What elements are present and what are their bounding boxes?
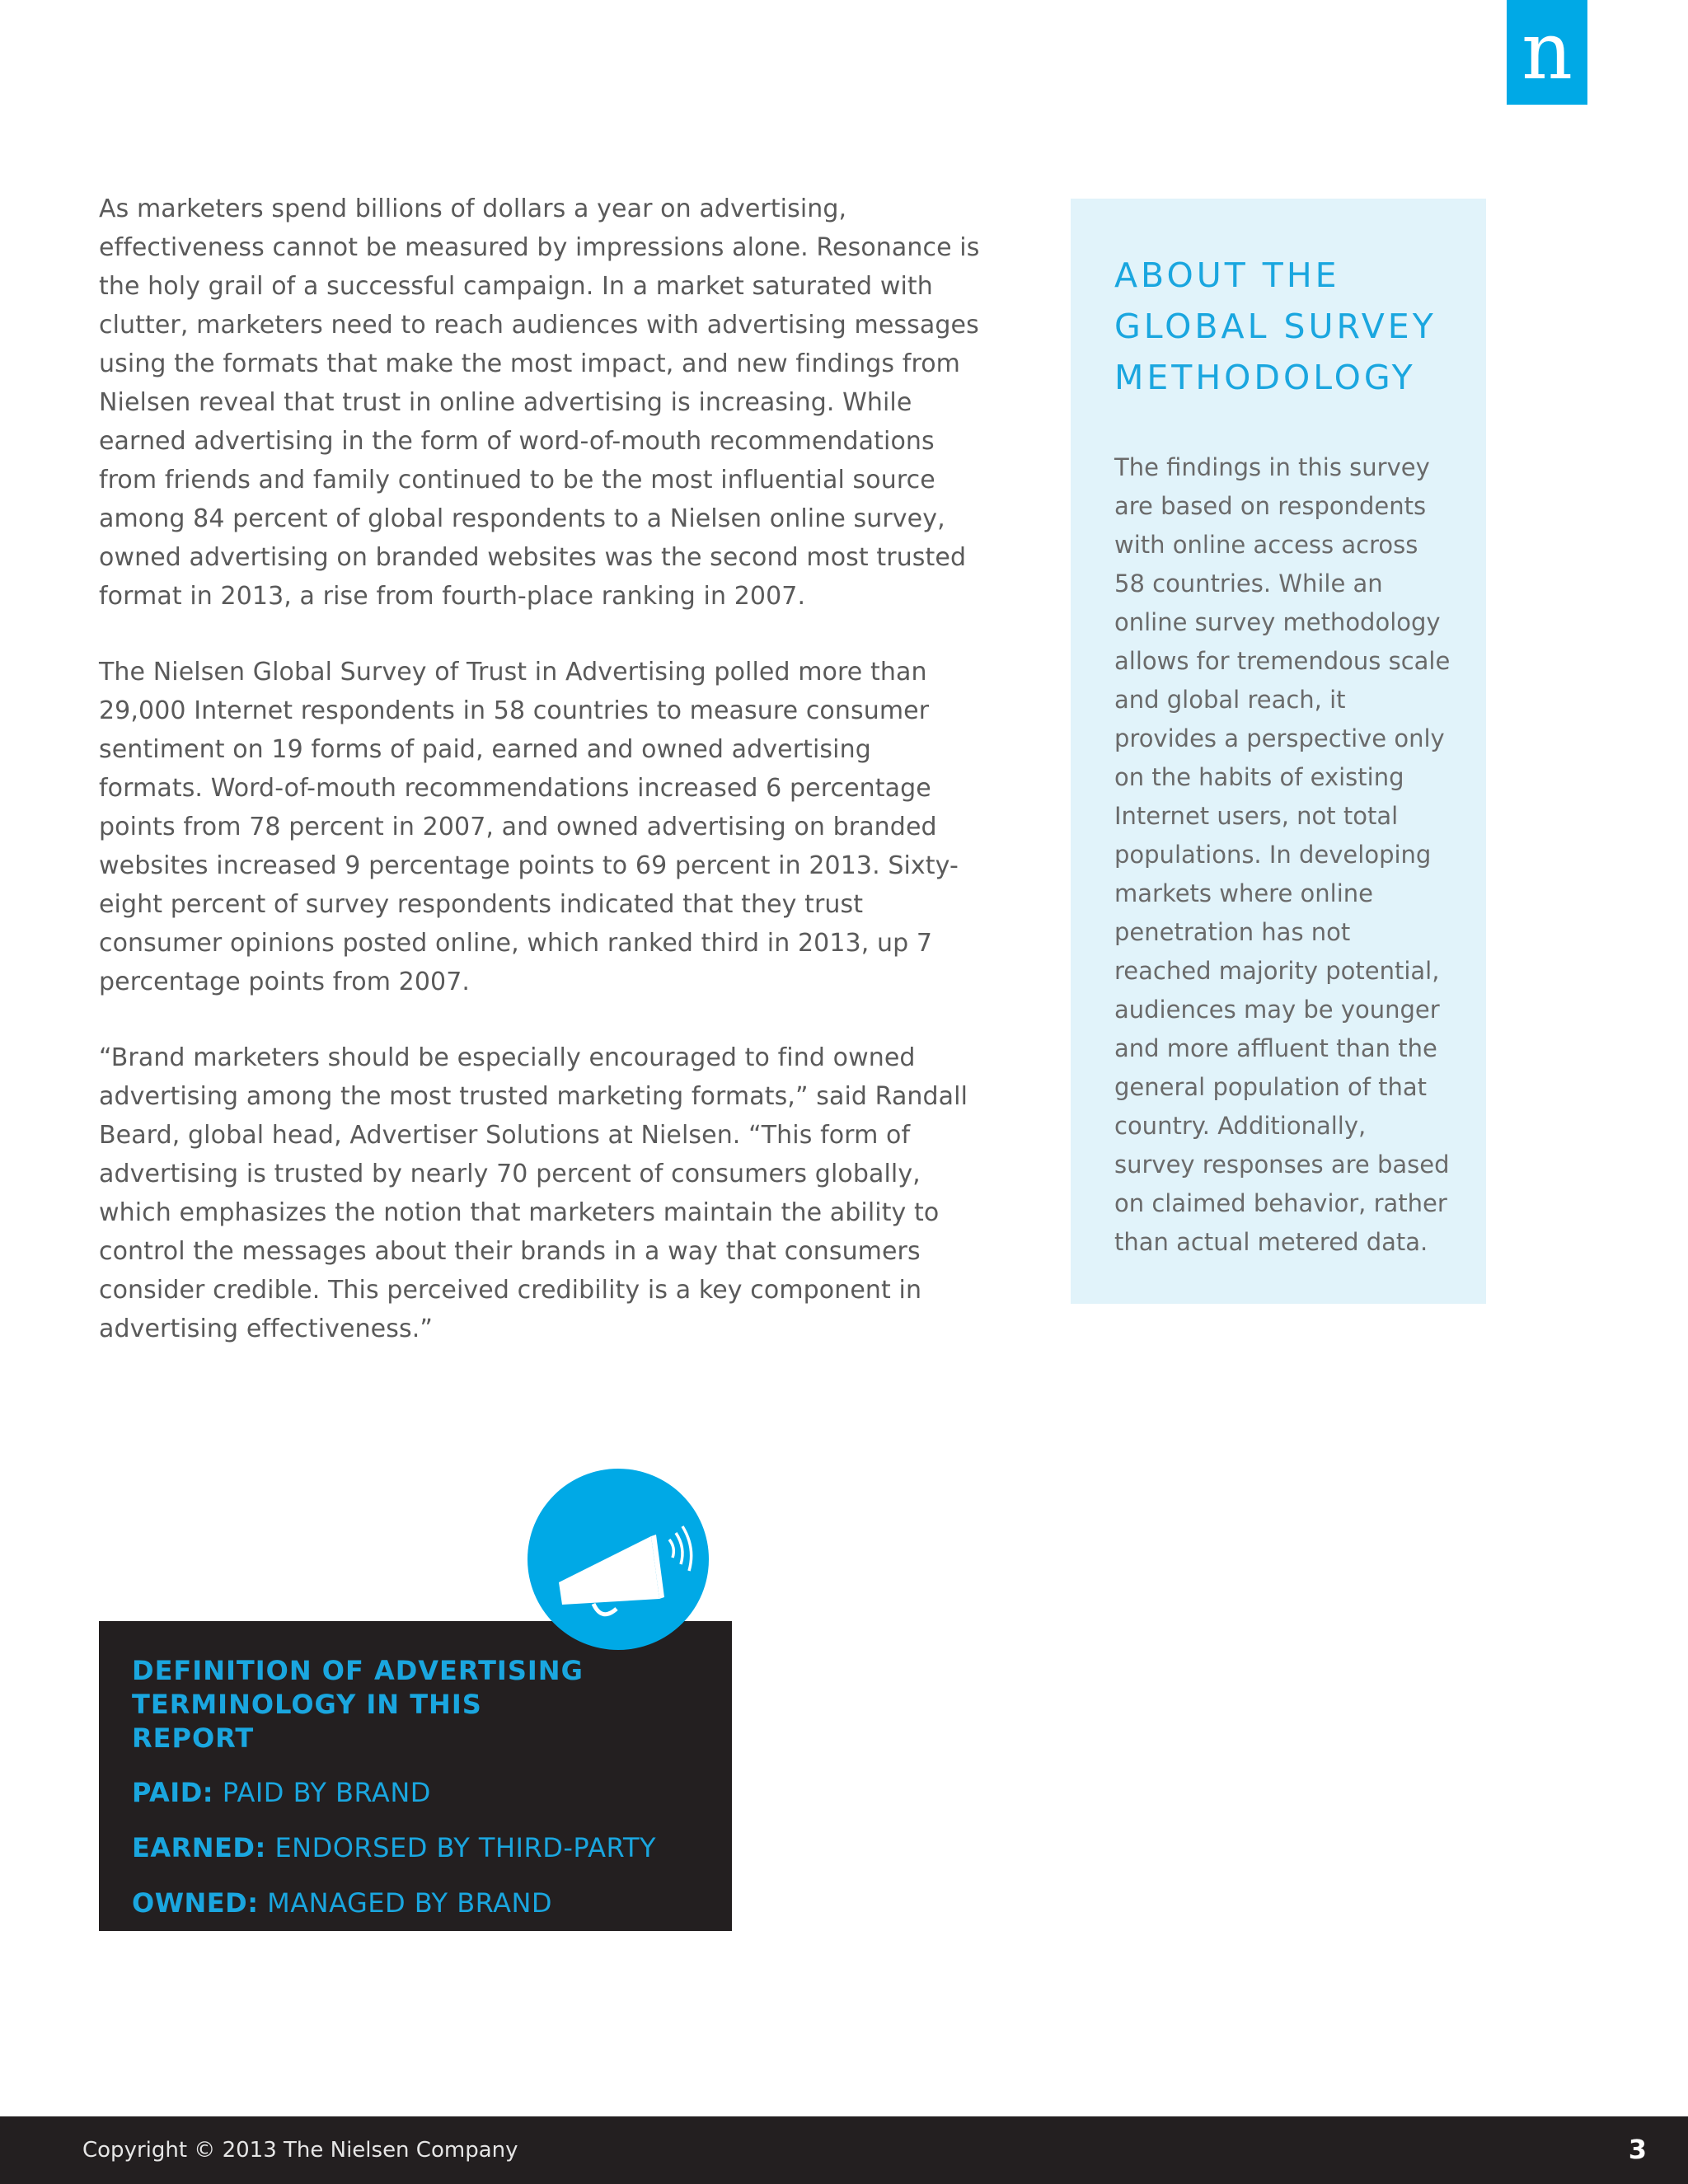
paid-value: PAID BY BRAND <box>222 1777 431 1808</box>
megaphone-icon <box>528 1469 709 1650</box>
nielsen-logo <box>1507 0 1587 105</box>
paid-label: PAID: <box>132 1777 214 1808</box>
owned-label: OWNED: <box>132 1887 259 1919</box>
sidebar-title: ABOUT THE GLOBAL SURVEY METHODOLOGY <box>1114 255 1437 397</box>
footer-copyright: Copyright © 2013 The Nielsen Company <box>82 2138 518 2163</box>
methodology-sidebar <box>1071 199 1486 1304</box>
definition-box <box>99 1621 732 1931</box>
body-paragraph-1: As marketers spend billions of dollars a year on advertising, effectiveness cannot be measured by impressions alone. Resonance is the holy grail of a successful campaign. In a market saturated with clutter, marketers need to reach audiences with advertising messages using the formats that make the most impact, and new findings from Nielsen reveal that trust in online advertising is increasing. While earned advertising in the form of word-of-mouth recommendations from friends and family continued to be the most influential source among 84 percent of global respondents to a Nielsen online survey, owned advertising on branded websites was the second most trusted format in 2013, a rise from fourth-place ranking in 2007. <box>99 194 980 611</box>
definition-owned <box>132 1886 699 1920</box>
main-body-text <box>99 190 981 1385</box>
definition-earned <box>132 1830 699 1865</box>
definition-title: DEFINITION OF ADVERTISING TERMINOLOGY IN THIS REPORT <box>132 1655 584 1754</box>
page-number: 3 <box>1628 2134 1647 2165</box>
body-paragraph-2: The Nielsen Global Survey of Trust in Advertising polled more than 29,000 Internet respondents in 58 countries to measure consumer sentiment on 19 forms of paid, earned and owned advertising formats. Word-of-mouth recommendations increased 6 percentage points from 78 percent in 2007, and owned advertising on branded websites increased 9 percentage points to 69 percent in 2013. Sixty-eight percent of survey respondents indicated that they trust consumer opinions posted online, which ranked third in 2013, up 7 percentage points from 2007. <box>99 658 959 996</box>
sidebar-body: The findings in this survey are based on respondents with online access across 58 countries. While an online survey methodology allows for tremendous scale and global reach, it provides a perspective only on the habits of existing Internet users, not total populations. In developing markets where online penetration has not reached majority potential, audiences may be younger and more affluent than the general population of that country. Additionally, survey responses are based on claimed behavior, rather than actual metered data. <box>1114 453 1451 1256</box>
logo-letter: n <box>1522 5 1573 97</box>
page-footer <box>0 2116 1688 2184</box>
body-paragraph-3: “Brand marketers should be especially encouraged to find owned advertising among the most trusted marketing formats,” said Randall Beard, global head, Advertiser Solutions at Nielsen. “This form of advertising is trusted by nearly 70 percent of consumers globally, which emphasizes the notion that marketers maintain the ability to control the messages about their brands in a way that consumers consider credible. This perceived credibility is a key component in advertising effectiveness.” <box>99 1043 968 1343</box>
earned-label: EARNED: <box>132 1832 266 1863</box>
owned-value: MANAGED BY BRAND <box>267 1887 553 1919</box>
definition-paid <box>132 1775 699 1810</box>
earned-value: ENDORSED BY THIRD-PARTY <box>274 1832 657 1863</box>
